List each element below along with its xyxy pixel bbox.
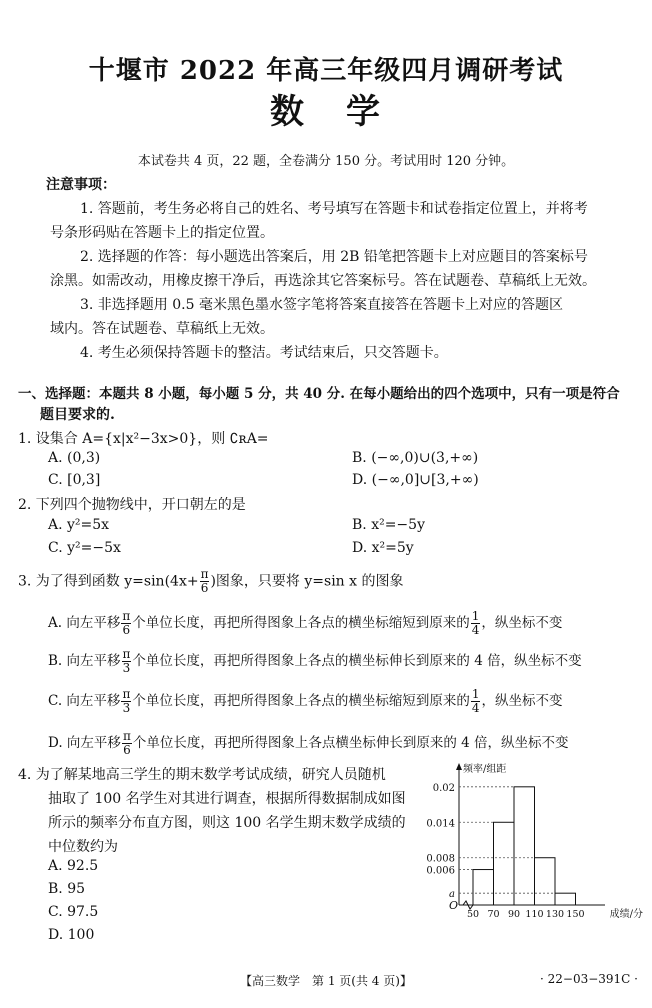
notice-line: 4. 考生必须保持答题卡的整洁。考试结束后，只交答题卡。 xyxy=(80,345,448,361)
notice-line: 涂黑。如需改动，用橡皮擦干净后，再选涂其它答案标号。答在试题卷、草稿纸上无效。 xyxy=(50,273,596,289)
q2-option-d: D. x²=5y xyxy=(352,540,414,556)
histogram-bar xyxy=(494,822,515,905)
histogram-bar xyxy=(535,858,556,905)
histogram-bar xyxy=(514,787,535,905)
exam-info: 本试卷共 4 页，22 题，全卷满分 150 分。考试用时 120 分钟。 xyxy=(137,154,515,169)
q1-option-d: D. (−∞,0]∪[3,+∞) xyxy=(352,472,479,488)
page-footer: 【高三数学 第 1 页(共 4 页)】 xyxy=(240,974,412,988)
subject-title: 数学 xyxy=(270,92,422,132)
q1-option-b: B. (−∞,0)∪(3,+∞) xyxy=(352,450,479,466)
x-tick-label: 50 xyxy=(466,909,480,920)
section-heading: 一、选择题：本题共 8 小题，每小题 5 分，共 40 分. 在每小题给出的四个选项中，只有一项是符合 xyxy=(18,386,620,402)
y-tick-label: 0.008 xyxy=(426,853,455,865)
y-axis-arrow xyxy=(456,763,462,770)
notice-line: 2. 选择题的作答：每小题选出答案后，用 2B 铅笔把答题卡上对应题目的答案标号 xyxy=(80,249,588,265)
y-tick-label: 0.014 xyxy=(426,818,455,830)
question-4-stem: 4. 为了解某地高三学生的期末数学考试成绩，研究人员随机 xyxy=(18,767,386,783)
histogram-bar xyxy=(473,870,494,905)
x-tick-label: 110 xyxy=(525,909,544,920)
x-tick-label: 130 xyxy=(545,909,565,920)
q2-option-a: A. y²=5x xyxy=(48,517,110,533)
notice-line: 1. 答题前，考生务必将自己的姓名、考号填写在答题卡和试卷指定位置上，并将考 xyxy=(80,201,588,217)
q2-option-c: C. y²=−5x xyxy=(48,540,121,556)
notice-line: 号条形码贴在答题卡上的指定位置。 xyxy=(50,225,274,241)
notice-heading: 注意事项： xyxy=(46,177,116,193)
y-tick-label: a xyxy=(449,889,455,901)
x-axis-label: 成绩/分 xyxy=(609,909,643,920)
q2-option-b: B. x²=−5y xyxy=(352,517,425,533)
y-tick-label: 0.02 xyxy=(432,782,455,794)
q1-option-a: A. (0,3) xyxy=(48,450,101,466)
q4-option-d: D. 100 xyxy=(48,927,95,943)
x-tick-label: 150 xyxy=(566,909,585,920)
y-axis-label: 频率/组距 xyxy=(463,764,507,775)
question-4-stem: 中位数约为 xyxy=(48,839,118,855)
origin-label: O xyxy=(449,899,459,912)
q3-option-a: A. 向左平移 $\frac{\pi}{6}$ 个单位长度，再把所得图象上各点的横坐标缩短到原来的 $\frac{1}{4}$ ，纵坐标不变 xyxy=(48,609,563,637)
notice-line: 域内。答在试题卷、草稿纸上无效。 xyxy=(50,321,274,337)
question-2-stem: 2. 下列四个抛物线中，开口朝左的是 xyxy=(18,497,246,513)
x-tick-label: 90 xyxy=(507,909,521,920)
q4-option-b: B. 95 xyxy=(48,881,86,897)
paper-code: · 22−03−391C · xyxy=(540,972,638,986)
frequency-histogram xyxy=(415,760,645,925)
q3-option-d: D. 向左平移 $\frac{\pi}{6}$ 个单位长度，再把所得图象上各点横坐标伸长到原来的 4 倍，纵坐标不变 xyxy=(48,729,569,757)
q4-option-a: A. 92.5 xyxy=(48,858,99,874)
q4-option-c: C. 97.5 xyxy=(48,904,99,920)
question-4-stem: 抽取了 100 名学生对其进行调查，根据所得数据制成如图 xyxy=(48,791,406,807)
notice-line: 3. 非选择题用 0.5 毫米黑色墨水签字笔将答案直接答在答题卡上对应的答题区 xyxy=(80,297,563,313)
q3-option-b: B. 向左平移 $\frac{\pi}{3}$ 个单位长度，再把所得图象上各点的横坐标伸长到原来的 4 倍，纵坐标不变 xyxy=(48,647,582,675)
section-heading-cont: 题目要求的. xyxy=(40,407,115,423)
histogram-bar xyxy=(555,893,576,905)
q1-option-c: C. [0,3] xyxy=(48,472,101,488)
x-tick-label: 70 xyxy=(487,909,500,920)
question-4-stem: 所示的频率分布直方图，则这 100 名学生期末数学成绩的 xyxy=(48,815,406,831)
question-3-stem: 3. 为了得到函数 y=sin(4x+ $\frac{\pi}{6}$ )图象，只要将 y=sin x 的图象 xyxy=(18,567,404,595)
q3-option-c: C. 向左平移 $\frac{\pi}{3}$ 个单位长度，再把所得图象上各点的横坐标缩短到原来的 $\frac{1}{4}$ ，纵坐标不变 xyxy=(48,687,563,715)
question-1-stem: 1. 设集合 A={x|x²−3x>0}，则 ∁ʀA= xyxy=(18,431,269,447)
y-tick-label: 0.006 xyxy=(426,865,455,877)
page-title: 十堰市 2022 年高三年级四月调研考试 xyxy=(88,56,564,86)
